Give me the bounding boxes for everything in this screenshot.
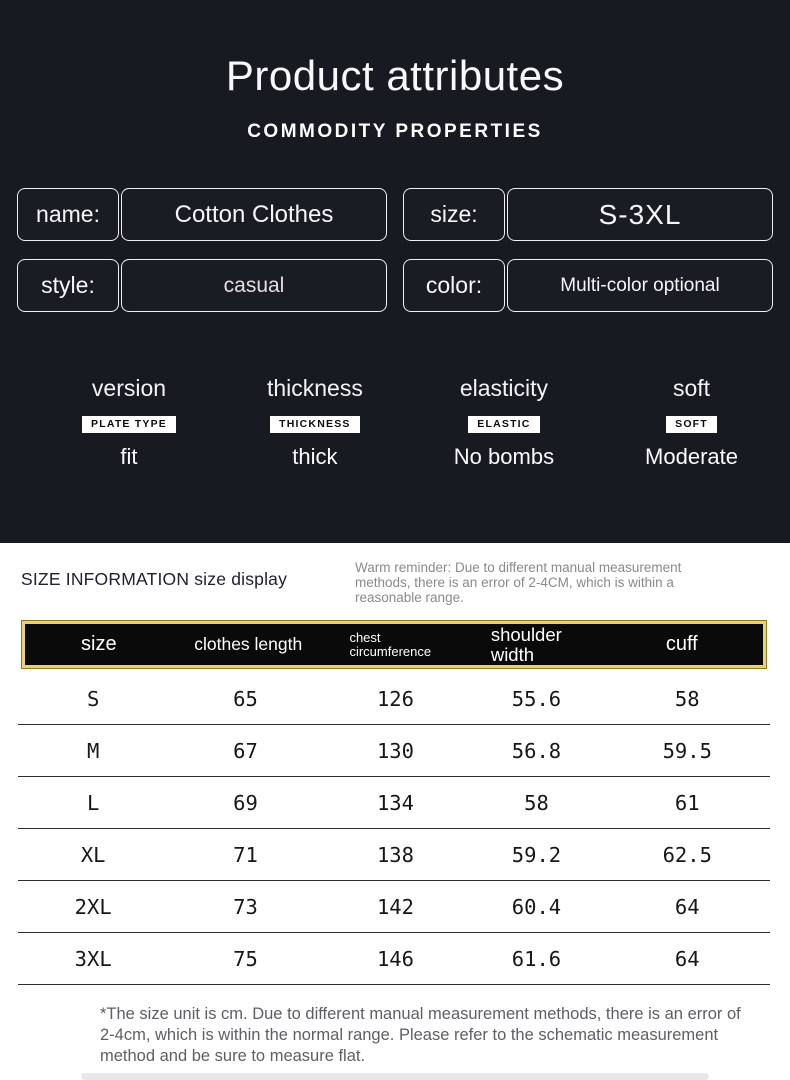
cell-size: S <box>87 686 100 711</box>
column-header-clothes-length: clothes length <box>194 634 303 654</box>
cell-clothes-length: 73 <box>233 894 258 919</box>
attribute-thickness-value: thick <box>292 444 338 469</box>
cell-chest-circumference: 134 <box>376 790 414 815</box>
property-name <box>17 188 387 241</box>
cell-cuff: 59.5 <box>662 738 712 763</box>
attribute-version-badge: PLATE TYPE <box>82 416 176 433</box>
attribute-version-value: fit <box>120 444 138 469</box>
property-size-label: size: <box>403 188 505 241</box>
table-row-l <box>18 777 770 829</box>
property-style <box>17 259 387 312</box>
cell-size: 2XL <box>74 894 112 919</box>
cell-chest-circumference: 126 <box>376 686 414 711</box>
attribute-version <box>82 375 176 470</box>
cell-shoulder-width: 61.6 <box>511 946 562 971</box>
attribute-elasticity <box>454 375 554 470</box>
property-size-value: S-3XL <box>507 188 773 241</box>
cell-chest-circumference: 146 <box>376 946 414 971</box>
cell-chest-circumference: 130 <box>376 738 414 763</box>
property-size <box>403 188 773 241</box>
attribute-elasticity-badge: ELASTIC <box>468 416 539 433</box>
column-header-shoulder-width-text: shoulder width <box>490 623 562 665</box>
attribute-elasticity-value: No bombs <box>453 444 555 469</box>
property-grid <box>17 188 773 312</box>
size-unit-footnote: *The size unit is cm. Due to different manual measurement methods, there is an error of 2-4cm, which is within the normal range. Please refer to the schematic measurement method and be sure to measure flat. <box>100 1005 741 1065</box>
cell-cuff: 62.5 <box>662 842 712 867</box>
size-table-header <box>22 621 766 668</box>
column-header-chest-circumference-text: chest circumference <box>349 629 432 659</box>
cell-clothes-length: 75 <box>233 946 258 971</box>
cell-clothes-length: 71 <box>233 842 258 867</box>
property-name-label: name: <box>17 188 119 241</box>
attribute-thickness-title: thickness <box>266 375 363 401</box>
cell-clothes-length: 67 <box>233 738 258 763</box>
cell-clothes-length: 69 <box>233 790 258 815</box>
attribute-soft <box>645 375 738 470</box>
cell-shoulder-width: 55.6 <box>511 686 562 711</box>
column-header-size: size <box>81 633 117 655</box>
size-table-body <box>18 673 770 985</box>
cell-cuff: 58 <box>674 686 700 711</box>
attribute-elasticity-title: elasticity <box>459 375 549 401</box>
attribute-thickness <box>267 375 363 470</box>
cell-shoulder-width: 59.2 <box>511 842 562 867</box>
column-header-cuff: cuff <box>665 633 698 655</box>
cell-size: XL <box>80 842 106 867</box>
attribute-soft-title: soft <box>672 375 711 401</box>
property-color-label: color: <box>403 259 505 312</box>
column-header-chest-circumference <box>324 631 467 659</box>
property-style-value: casual <box>121 259 387 312</box>
size-section-header <box>0 560 790 605</box>
attribute-version-title: version <box>91 375 167 401</box>
cell-chest-circumference: 138 <box>376 842 414 867</box>
cell-size: L <box>87 790 100 815</box>
table-row-s <box>18 673 770 725</box>
property-color <box>403 259 773 312</box>
column-header-shoulder-width <box>467 625 601 665</box>
cell-size: 3XL <box>74 946 112 971</box>
page-subtitle: COMMODITY PROPERTIES <box>247 121 543 142</box>
cell-cuff: 64 <box>674 946 700 971</box>
cell-shoulder-width: 56.8 <box>511 738 562 763</box>
attribute-soft-value: Moderate <box>645 444 738 469</box>
cell-cuff: 61 <box>674 790 700 815</box>
table-row-m <box>18 725 770 777</box>
table-row-xl <box>18 829 770 881</box>
cell-chest-circumference: 142 <box>376 894 414 919</box>
attribute-row <box>82 375 738 470</box>
table-row-2xl <box>18 881 770 933</box>
warm-reminder-text: Warm reminder: Due to different manual measurement methods, there is an error of 2-4CM, which is within a reasonable range. <box>355 560 682 605</box>
property-name-value: Cotton Clothes <box>121 188 387 241</box>
size-section-title: SIZE INFORMATION size display <box>21 569 288 589</box>
cell-cuff: 64 <box>674 894 700 919</box>
table-row-3xl <box>18 933 770 985</box>
cell-shoulder-width: 60.4 <box>511 894 562 919</box>
cell-size: M <box>87 738 100 763</box>
attribute-soft-badge: SOFT <box>666 416 717 433</box>
property-color-value: Multi-color optional <box>507 259 773 312</box>
cell-clothes-length: 65 <box>233 686 258 711</box>
page-title: Product attributes <box>225 52 565 99</box>
attribute-thickness-badge: THICKNESS <box>270 416 359 433</box>
size-section <box>0 543 790 1080</box>
property-style-label: style: <box>17 259 119 312</box>
cell-shoulder-width: 58 <box>524 790 549 815</box>
next-section-edge-hint <box>81 1073 709 1080</box>
